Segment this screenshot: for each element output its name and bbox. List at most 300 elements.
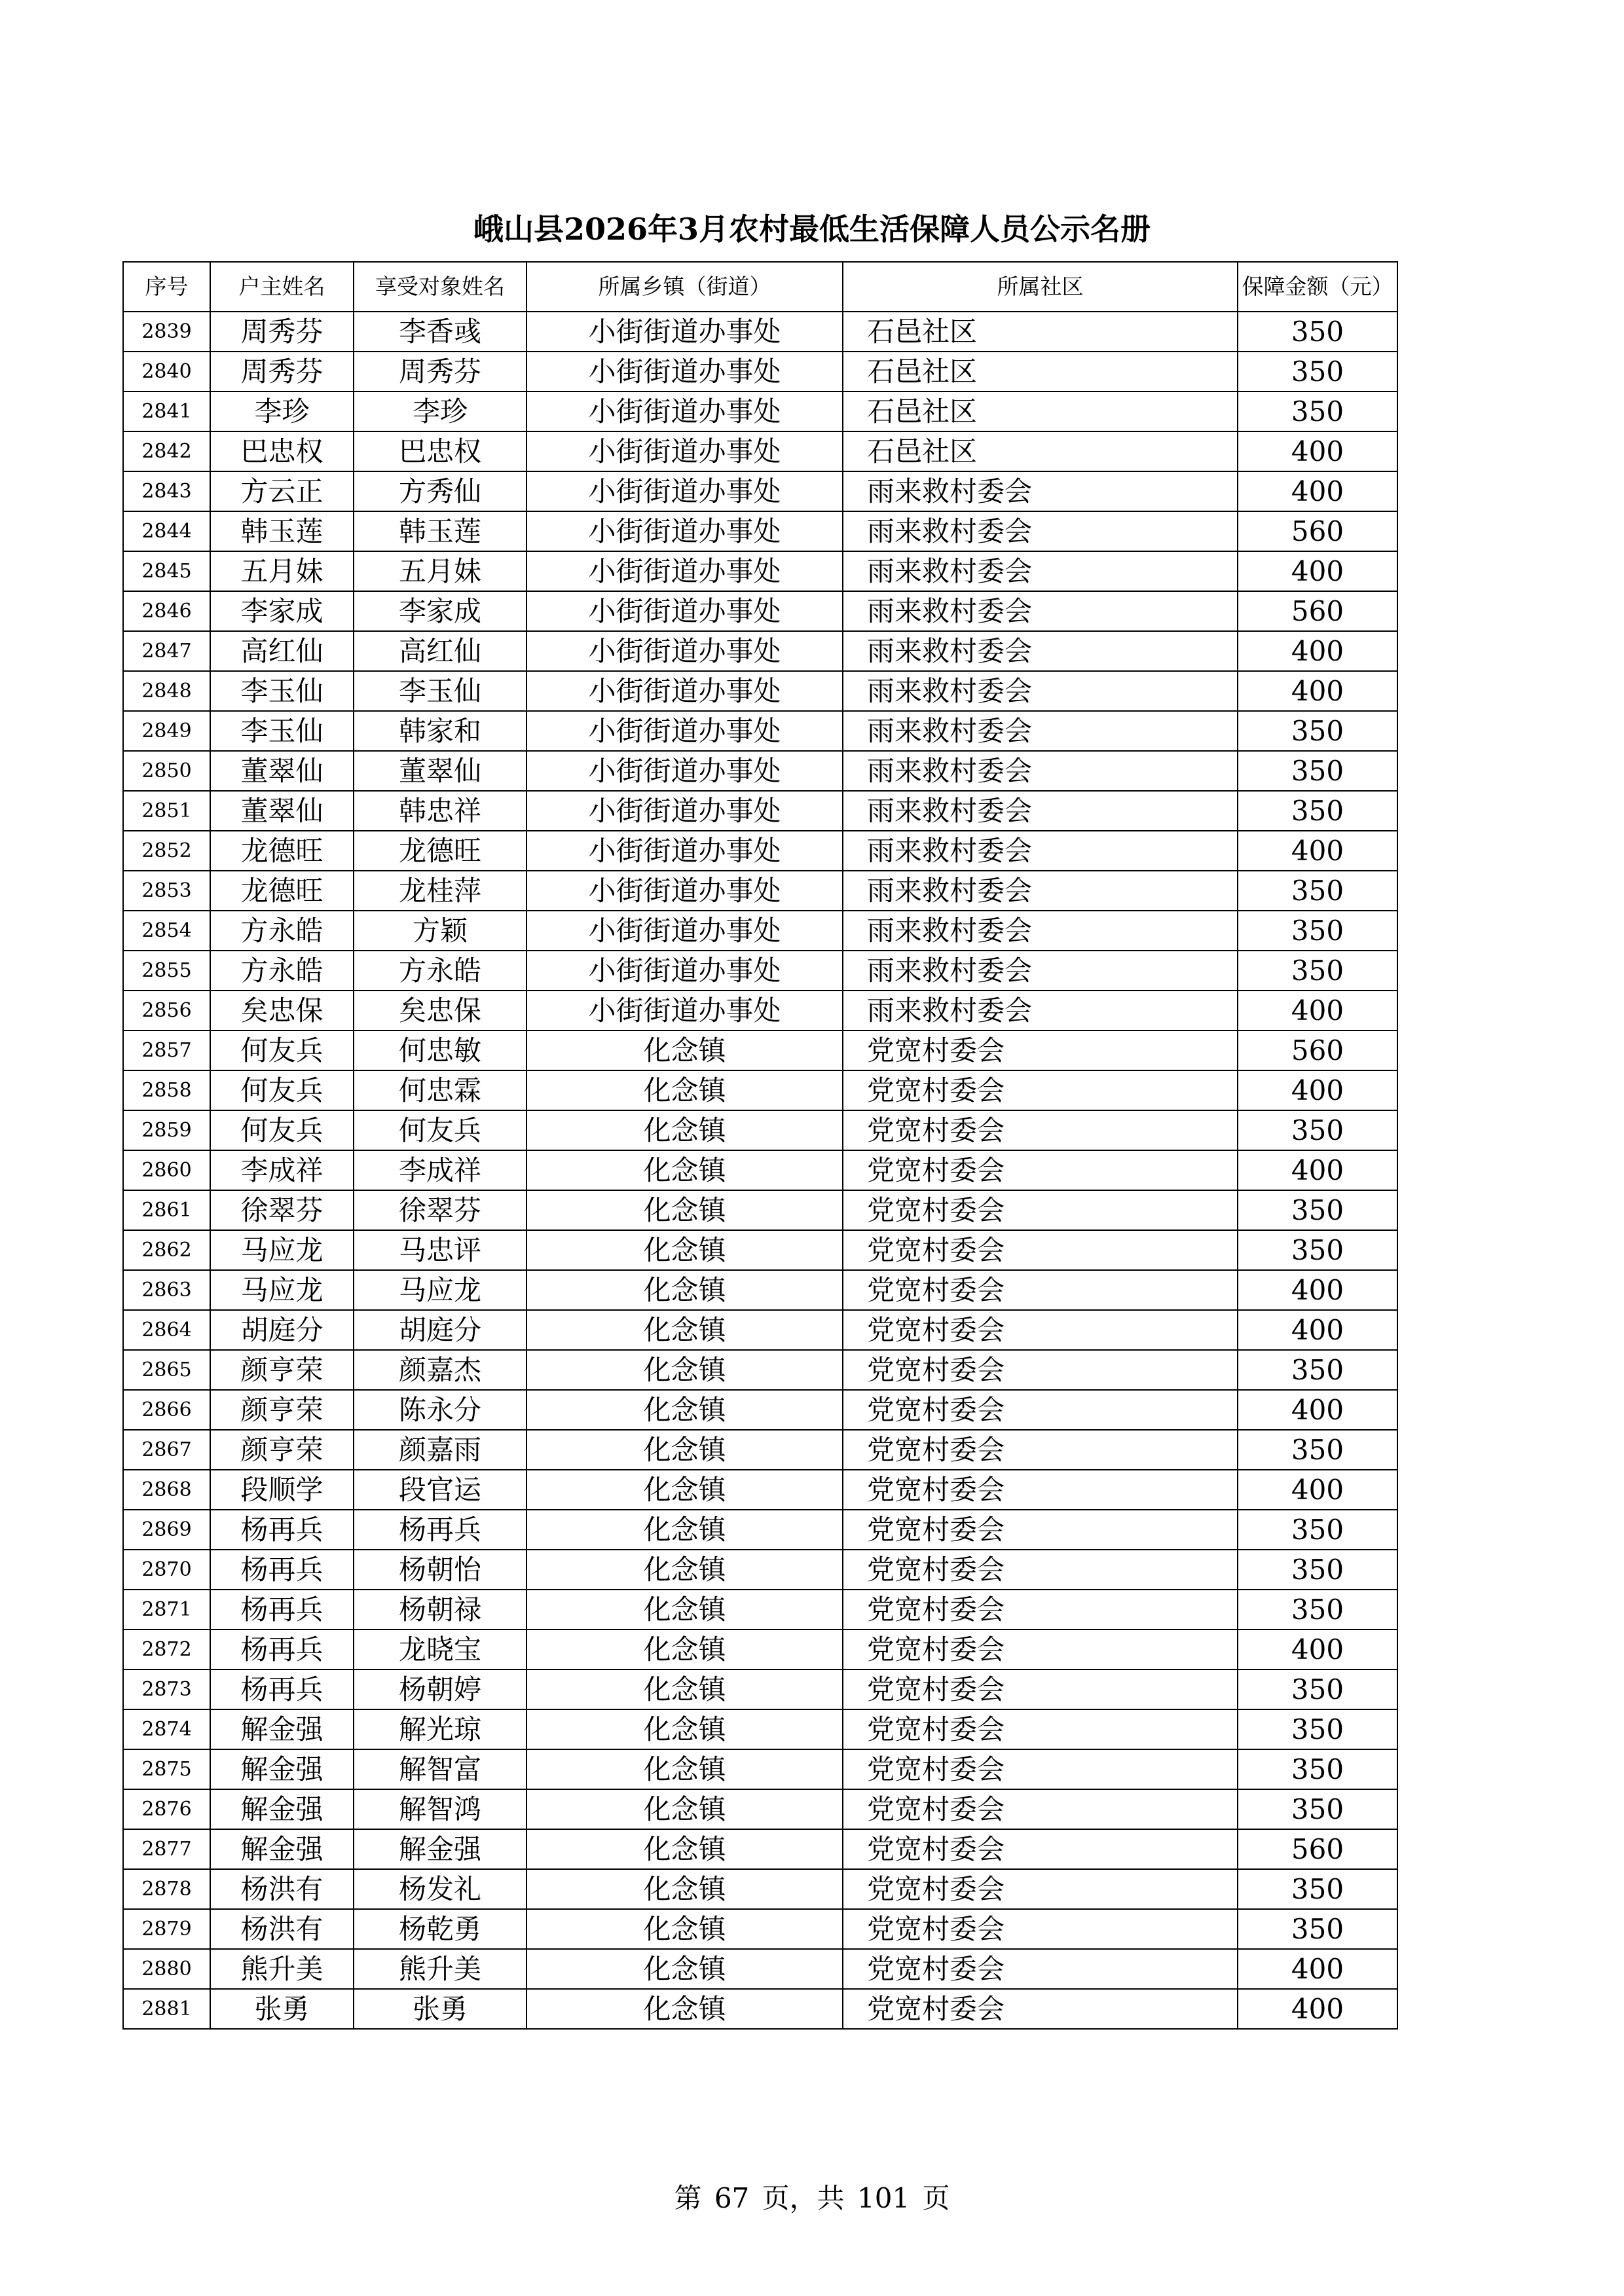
- cell-community: 雨来救村委会: [843, 991, 1238, 1030]
- cell-beneficiary: 解智富: [354, 1749, 526, 1789]
- cell-community: 党宽村委会: [843, 1150, 1238, 1190]
- cell-community: 石邑社区: [843, 431, 1238, 471]
- cell-community: 党宽村委会: [843, 1550, 1238, 1590]
- cell-township: 化念镇: [526, 1430, 843, 1470]
- cell-seq: 2876: [123, 1789, 210, 1829]
- cell-community: 石邑社区: [843, 312, 1238, 352]
- cell-household-head: 马应龙: [210, 1230, 354, 1270]
- cell-seq: 2881: [123, 1989, 210, 2029]
- cell-township: 小街街道办事处: [526, 871, 843, 911]
- cell-community: 雨来救村委会: [843, 831, 1238, 871]
- cell-household-head: 杨洪有: [210, 1909, 354, 1949]
- cell-community: 党宽村委会: [843, 1989, 1238, 2029]
- cell-amount: 350: [1238, 911, 1397, 951]
- cell-household-head: 颜亨荣: [210, 1350, 354, 1390]
- cell-seq: 2843: [123, 471, 210, 511]
- cell-amount: 350: [1238, 871, 1397, 911]
- table-row: [123, 871, 1397, 911]
- cell-amount: 350: [1238, 1669, 1397, 1709]
- cell-seq: 2859: [123, 1110, 210, 1150]
- cell-seq: 2852: [123, 831, 210, 871]
- cell-amount: 560: [1238, 511, 1397, 551]
- cell-beneficiary: 解光琼: [354, 1709, 526, 1749]
- cell-seq: 2855: [123, 951, 210, 991]
- cell-seq: 2847: [123, 631, 210, 671]
- cell-amount: 400: [1238, 1310, 1397, 1350]
- cell-amount: 560: [1238, 591, 1397, 631]
- cell-seq: 2864: [123, 1310, 210, 1350]
- table-row: [123, 831, 1397, 871]
- cell-household-head: 方云正: [210, 471, 354, 511]
- cell-community: 党宽村委会: [843, 1510, 1238, 1550]
- cell-household-head: 李家成: [210, 591, 354, 631]
- cell-household-head: 巴忠权: [210, 431, 354, 471]
- cell-household-head: 董翠仙: [210, 791, 354, 831]
- cell-community: 党宽村委会: [843, 1470, 1238, 1510]
- table-row: [123, 1909, 1397, 1949]
- table-row: [123, 1110, 1397, 1150]
- cell-household-head: 杨再兵: [210, 1550, 354, 1590]
- cell-beneficiary: 段官运: [354, 1470, 526, 1510]
- table-row: [123, 1829, 1397, 1869]
- table-row: [123, 352, 1397, 392]
- cell-seq: 2870: [123, 1550, 210, 1590]
- cell-township: 小街街道办事处: [526, 392, 843, 431]
- header-amount: 保障金额（元）: [1238, 262, 1397, 312]
- cell-household-head: 杨再兵: [210, 1590, 354, 1630]
- cell-beneficiary: 韩忠祥: [354, 791, 526, 831]
- cell-beneficiary: 熊升美: [354, 1949, 526, 1989]
- cell-amount: 350: [1238, 1749, 1397, 1789]
- cell-township: 小街街道办事处: [526, 911, 843, 951]
- cell-household-head: 杨再兵: [210, 1630, 354, 1669]
- cell-township: 化念镇: [526, 1070, 843, 1110]
- cell-household-head: 杨再兵: [210, 1669, 354, 1709]
- cell-community: 党宽村委会: [843, 1669, 1238, 1709]
- cell-seq: 2877: [123, 1829, 210, 1869]
- header-row: [123, 262, 1397, 312]
- header-beneficiary: 享受对象姓名: [354, 262, 526, 312]
- cell-seq: 2846: [123, 591, 210, 631]
- cell-beneficiary: 龙桂萍: [354, 871, 526, 911]
- cell-amount: 400: [1238, 631, 1397, 671]
- cell-seq: 2844: [123, 511, 210, 551]
- cell-beneficiary: 李家成: [354, 591, 526, 631]
- cell-household-head: 龙德旺: [210, 871, 354, 911]
- cell-beneficiary: 颜嘉杰: [354, 1350, 526, 1390]
- cell-beneficiary: 张勇: [354, 1989, 526, 2029]
- cell-community: 党宽村委会: [843, 1829, 1238, 1869]
- cell-township: 化念镇: [526, 1150, 843, 1190]
- cell-household-head: 方永皓: [210, 951, 354, 991]
- roster-table: [122, 261, 1398, 2030]
- cell-township: 小街街道办事处: [526, 671, 843, 711]
- cell-household-head: 李成祥: [210, 1150, 354, 1190]
- cell-household-head: 高红仙: [210, 631, 354, 671]
- cell-township: 小街街道办事处: [526, 431, 843, 471]
- cell-seq: 2875: [123, 1749, 210, 1789]
- table-body: [123, 312, 1397, 2029]
- cell-beneficiary: 李成祥: [354, 1150, 526, 1190]
- cell-community: 党宽村委会: [843, 1789, 1238, 1829]
- cell-township: 小街街道办事处: [526, 511, 843, 551]
- table-row: [123, 1350, 1397, 1390]
- table-row: [123, 791, 1397, 831]
- table-row: [123, 1070, 1397, 1110]
- cell-beneficiary: 杨再兵: [354, 1510, 526, 1550]
- cell-community: 雨来救村委会: [843, 631, 1238, 671]
- cell-beneficiary: 高红仙: [354, 631, 526, 671]
- cell-beneficiary: 马应龙: [354, 1270, 526, 1310]
- cell-township: 小街街道办事处: [526, 831, 843, 871]
- cell-township: 化念镇: [526, 1829, 843, 1869]
- cell-amount: 350: [1238, 1430, 1397, 1470]
- cell-amount: 350: [1238, 352, 1397, 392]
- table-row: [123, 1989, 1397, 2029]
- cell-beneficiary: 何友兵: [354, 1110, 526, 1150]
- cell-seq: 2874: [123, 1709, 210, 1749]
- cell-township: 小街街道办事处: [526, 991, 843, 1030]
- table-row: [123, 1310, 1397, 1350]
- cell-amount: 350: [1238, 1190, 1397, 1230]
- cell-beneficiary: 胡庭分: [354, 1310, 526, 1350]
- cell-beneficiary: 李香彧: [354, 312, 526, 352]
- cell-seq: 2857: [123, 1030, 210, 1070]
- cell-seq: 2878: [123, 1869, 210, 1909]
- cell-beneficiary: 龙德旺: [354, 831, 526, 871]
- cell-amount: 350: [1238, 711, 1397, 751]
- cell-community: 石邑社区: [843, 352, 1238, 392]
- cell-township: 化念镇: [526, 1510, 843, 1550]
- page-footer: 第 67 页，共 101 页: [674, 2182, 950, 2214]
- cell-amount: 350: [1238, 751, 1397, 791]
- cell-seq: 2853: [123, 871, 210, 911]
- cell-household-head: 段顺学: [210, 1470, 354, 1510]
- cell-amount: 350: [1238, 1550, 1397, 1590]
- table-row: [123, 711, 1397, 751]
- cell-township: 化念镇: [526, 1630, 843, 1669]
- cell-amount: 350: [1238, 1510, 1397, 1550]
- cell-community: 石邑社区: [843, 392, 1238, 431]
- cell-township: 化念镇: [526, 1869, 843, 1909]
- cell-township: 小街街道办事处: [526, 951, 843, 991]
- table-row: [123, 1270, 1397, 1310]
- table-row: [123, 1390, 1397, 1430]
- cell-township: 化念镇: [526, 1989, 843, 2029]
- cell-beneficiary: 解金强: [354, 1829, 526, 1869]
- cell-beneficiary: 李珍: [354, 392, 526, 431]
- cell-seq: 2849: [123, 711, 210, 751]
- cell-township: 化念镇: [526, 1390, 843, 1430]
- cell-household-head: 徐翠芬: [210, 1190, 354, 1230]
- cell-amount: 400: [1238, 1070, 1397, 1110]
- table-row: [123, 471, 1397, 511]
- cell-household-head: 李玉仙: [210, 711, 354, 751]
- cell-beneficiary: 徐翠芬: [354, 1190, 526, 1230]
- cell-beneficiary: 杨发礼: [354, 1869, 526, 1909]
- cell-amount: 400: [1238, 1470, 1397, 1510]
- table-row: [123, 1470, 1397, 1510]
- cell-household-head: 张勇: [210, 1989, 354, 2029]
- cell-amount: 350: [1238, 1230, 1397, 1270]
- table-row: [123, 551, 1397, 591]
- table-row: [123, 1590, 1397, 1630]
- cell-amount: 560: [1238, 1829, 1397, 1869]
- table-row: [123, 511, 1397, 551]
- cell-amount: 350: [1238, 1909, 1397, 1949]
- cell-amount: 400: [1238, 1630, 1397, 1669]
- cell-community: 雨来救村委会: [843, 951, 1238, 991]
- table-row: [123, 392, 1397, 431]
- cell-beneficiary: 陈永分: [354, 1390, 526, 1430]
- cell-community: 党宽村委会: [843, 1909, 1238, 1949]
- cell-township: 化念镇: [526, 1110, 843, 1150]
- cell-household-head: 五月妹: [210, 551, 354, 591]
- table-row: [123, 1869, 1397, 1909]
- cell-community: 雨来救村委会: [843, 871, 1238, 911]
- table-row: [123, 1709, 1397, 1749]
- table-row: [123, 1669, 1397, 1709]
- cell-seq: 2845: [123, 551, 210, 591]
- table-row: [123, 1150, 1397, 1190]
- cell-township: 化念镇: [526, 1190, 843, 1230]
- cell-amount: 400: [1238, 431, 1397, 471]
- cell-household-head: 胡庭分: [210, 1310, 354, 1350]
- cell-beneficiary: 杨乾勇: [354, 1909, 526, 1949]
- cell-amount: 350: [1238, 791, 1397, 831]
- cell-household-head: 李玉仙: [210, 671, 354, 711]
- cell-community: 雨来救村委会: [843, 511, 1238, 551]
- cell-amount: 350: [1238, 1590, 1397, 1630]
- cell-household-head: 何友兵: [210, 1030, 354, 1070]
- table-header: [123, 262, 1397, 312]
- table-row: [123, 312, 1397, 352]
- cell-township: 小街街道办事处: [526, 471, 843, 511]
- cell-community: 党宽村委会: [843, 1869, 1238, 1909]
- table-row: [123, 1789, 1397, 1829]
- cell-household-head: 解金强: [210, 1829, 354, 1869]
- cell-beneficiary: 五月妹: [354, 551, 526, 591]
- cell-beneficiary: 矣忠保: [354, 991, 526, 1030]
- header-seq: 序号: [123, 262, 210, 312]
- cell-household-head: 解金强: [210, 1749, 354, 1789]
- cell-beneficiary: 韩玉莲: [354, 511, 526, 551]
- cell-community: 雨来救村委会: [843, 551, 1238, 591]
- cell-household-head: 董翠仙: [210, 751, 354, 791]
- cell-household-head: 解金强: [210, 1789, 354, 1829]
- cell-beneficiary: 周秀芬: [354, 352, 526, 392]
- cell-township: 化念镇: [526, 1709, 843, 1749]
- cell-amount: 350: [1238, 312, 1397, 352]
- cell-seq: 2867: [123, 1430, 210, 1470]
- cell-community: 党宽村委会: [843, 1190, 1238, 1230]
- cell-community: 党宽村委会: [843, 1110, 1238, 1150]
- cell-seq: 2840: [123, 352, 210, 392]
- cell-household-head: 周秀芬: [210, 352, 354, 392]
- table-row: [123, 431, 1397, 471]
- cell-township: 小街街道办事处: [526, 591, 843, 631]
- cell-seq: 2860: [123, 1150, 210, 1190]
- table-row: [123, 1630, 1397, 1669]
- cell-amount: 350: [1238, 1709, 1397, 1749]
- table-row: [123, 751, 1397, 791]
- cell-amount: 560: [1238, 1030, 1397, 1070]
- cell-township: 小街街道办事处: [526, 631, 843, 671]
- cell-amount: 400: [1238, 1949, 1397, 1989]
- table-row: [123, 1030, 1397, 1070]
- cell-household-head: 方永皓: [210, 911, 354, 951]
- cell-community: 党宽村委会: [843, 1949, 1238, 1989]
- cell-community: 雨来救村委会: [843, 911, 1238, 951]
- cell-community: 党宽村委会: [843, 1430, 1238, 1470]
- cell-amount: 350: [1238, 951, 1397, 991]
- cell-seq: 2839: [123, 312, 210, 352]
- cell-household-head: 解金强: [210, 1709, 354, 1749]
- header-township: 所属乡镇（街道）: [526, 262, 843, 312]
- cell-community: 雨来救村委会: [843, 711, 1238, 751]
- cell-seq: 2865: [123, 1350, 210, 1390]
- cell-seq: 2862: [123, 1230, 210, 1270]
- page-title: 峨山县2026年3月农村最低生活保障人员公示名册: [473, 211, 1151, 247]
- cell-seq: 2871: [123, 1590, 210, 1630]
- cell-township: 化念镇: [526, 1230, 843, 1270]
- cell-township: 化念镇: [526, 1749, 843, 1789]
- cell-township: 化念镇: [526, 1310, 843, 1350]
- table-row: [123, 591, 1397, 631]
- cell-seq: 2869: [123, 1510, 210, 1550]
- cell-household-head: 熊升美: [210, 1949, 354, 1989]
- cell-beneficiary: 杨朝禄: [354, 1590, 526, 1630]
- cell-community: 党宽村委会: [843, 1270, 1238, 1310]
- cell-beneficiary: 马忠评: [354, 1230, 526, 1270]
- cell-community: 党宽村委会: [843, 1590, 1238, 1630]
- cell-household-head: 杨再兵: [210, 1510, 354, 1550]
- cell-amount: 400: [1238, 1989, 1397, 2029]
- table-row: [123, 631, 1397, 671]
- cell-seq: 2856: [123, 991, 210, 1030]
- cell-household-head: 颜亨荣: [210, 1430, 354, 1470]
- cell-township: 化念镇: [526, 1949, 843, 1989]
- header-community: 所属社区: [843, 262, 1238, 312]
- cell-household-head: 颜亨荣: [210, 1390, 354, 1430]
- cell-beneficiary: 方秀仙: [354, 471, 526, 511]
- cell-community: 党宽村委会: [843, 1310, 1238, 1350]
- cell-township: 小街街道办事处: [526, 352, 843, 392]
- cell-amount: 400: [1238, 1390, 1397, 1430]
- cell-seq: 2851: [123, 791, 210, 831]
- cell-seq: 2873: [123, 1669, 210, 1709]
- cell-township: 化念镇: [526, 1789, 843, 1829]
- cell-seq: 2848: [123, 671, 210, 711]
- cell-household-head: 何友兵: [210, 1110, 354, 1150]
- table-row: [123, 671, 1397, 711]
- cell-community: 党宽村委会: [843, 1630, 1238, 1669]
- cell-community: 党宽村委会: [843, 1390, 1238, 1430]
- cell-community: 党宽村委会: [843, 1030, 1238, 1070]
- cell-amount: 350: [1238, 1789, 1397, 1829]
- cell-seq: 2842: [123, 431, 210, 471]
- table-row: [123, 1949, 1397, 1989]
- table-row: [123, 1230, 1397, 1270]
- cell-beneficiary: 董翠仙: [354, 751, 526, 791]
- cell-township: 化念镇: [526, 1550, 843, 1590]
- cell-township: 化念镇: [526, 1350, 843, 1390]
- cell-beneficiary: 韩家和: [354, 711, 526, 751]
- cell-amount: 350: [1238, 1110, 1397, 1150]
- cell-household-head: 杨洪有: [210, 1869, 354, 1909]
- cell-amount: 350: [1238, 1350, 1397, 1390]
- cell-amount: 400: [1238, 471, 1397, 511]
- cell-community: 雨来救村委会: [843, 471, 1238, 511]
- cell-household-head: 韩玉莲: [210, 511, 354, 551]
- table-row: [123, 951, 1397, 991]
- cell-household-head: 矣忠保: [210, 991, 354, 1030]
- table-row: [123, 1190, 1397, 1230]
- cell-amount: 400: [1238, 831, 1397, 871]
- cell-seq: 2872: [123, 1630, 210, 1669]
- cell-household-head: 李珍: [210, 392, 354, 431]
- cell-seq: 2866: [123, 1390, 210, 1430]
- cell-community: 党宽村委会: [843, 1070, 1238, 1110]
- cell-community: 党宽村委会: [843, 1350, 1238, 1390]
- cell-beneficiary: 颜嘉雨: [354, 1430, 526, 1470]
- cell-township: 小街街道办事处: [526, 551, 843, 591]
- cell-seq: 2880: [123, 1949, 210, 1989]
- cell-seq: 2863: [123, 1270, 210, 1310]
- table-row: [123, 911, 1397, 951]
- table-row: [123, 1550, 1397, 1590]
- cell-community: 雨来救村委会: [843, 671, 1238, 711]
- cell-seq: 2858: [123, 1070, 210, 1110]
- cell-amount: 400: [1238, 551, 1397, 591]
- cell-beneficiary: 巴忠权: [354, 431, 526, 471]
- cell-seq: 2861: [123, 1190, 210, 1230]
- cell-seq: 2879: [123, 1909, 210, 1949]
- cell-community: 雨来救村委会: [843, 591, 1238, 631]
- cell-community: 雨来救村委会: [843, 751, 1238, 791]
- cell-household-head: 何友兵: [210, 1070, 354, 1110]
- cell-beneficiary: 解智鸿: [354, 1789, 526, 1829]
- cell-seq: 2854: [123, 911, 210, 951]
- cell-beneficiary: 何忠霖: [354, 1070, 526, 1110]
- cell-township: 小街街道办事处: [526, 751, 843, 791]
- cell-township: 化念镇: [526, 1590, 843, 1630]
- table-row: [123, 991, 1397, 1030]
- cell-community: 雨来救村委会: [843, 791, 1238, 831]
- cell-beneficiary: 杨朝怡: [354, 1550, 526, 1590]
- table-row: [123, 1510, 1397, 1550]
- cell-beneficiary: 龙晓宝: [354, 1630, 526, 1669]
- cell-township: 化念镇: [526, 1909, 843, 1949]
- cell-seq: 2841: [123, 392, 210, 431]
- cell-household-head: 周秀芬: [210, 312, 354, 352]
- cell-beneficiary: 杨朝婷: [354, 1669, 526, 1709]
- cell-household-head: 龙德旺: [210, 831, 354, 871]
- cell-township: 化念镇: [526, 1669, 843, 1709]
- cell-household-head: 马应龙: [210, 1270, 354, 1310]
- cell-seq: 2850: [123, 751, 210, 791]
- cell-community: 党宽村委会: [843, 1230, 1238, 1270]
- cell-amount: 400: [1238, 991, 1397, 1030]
- cell-township: 小街街道办事处: [526, 711, 843, 751]
- cell-township: 化念镇: [526, 1030, 843, 1070]
- cell-beneficiary: 方颖: [354, 911, 526, 951]
- cell-amount: 400: [1238, 1150, 1397, 1190]
- table-row: [123, 1430, 1397, 1470]
- table-row: [123, 1749, 1397, 1789]
- cell-township: 小街街道办事处: [526, 312, 843, 352]
- cell-amount: 400: [1238, 1270, 1397, 1310]
